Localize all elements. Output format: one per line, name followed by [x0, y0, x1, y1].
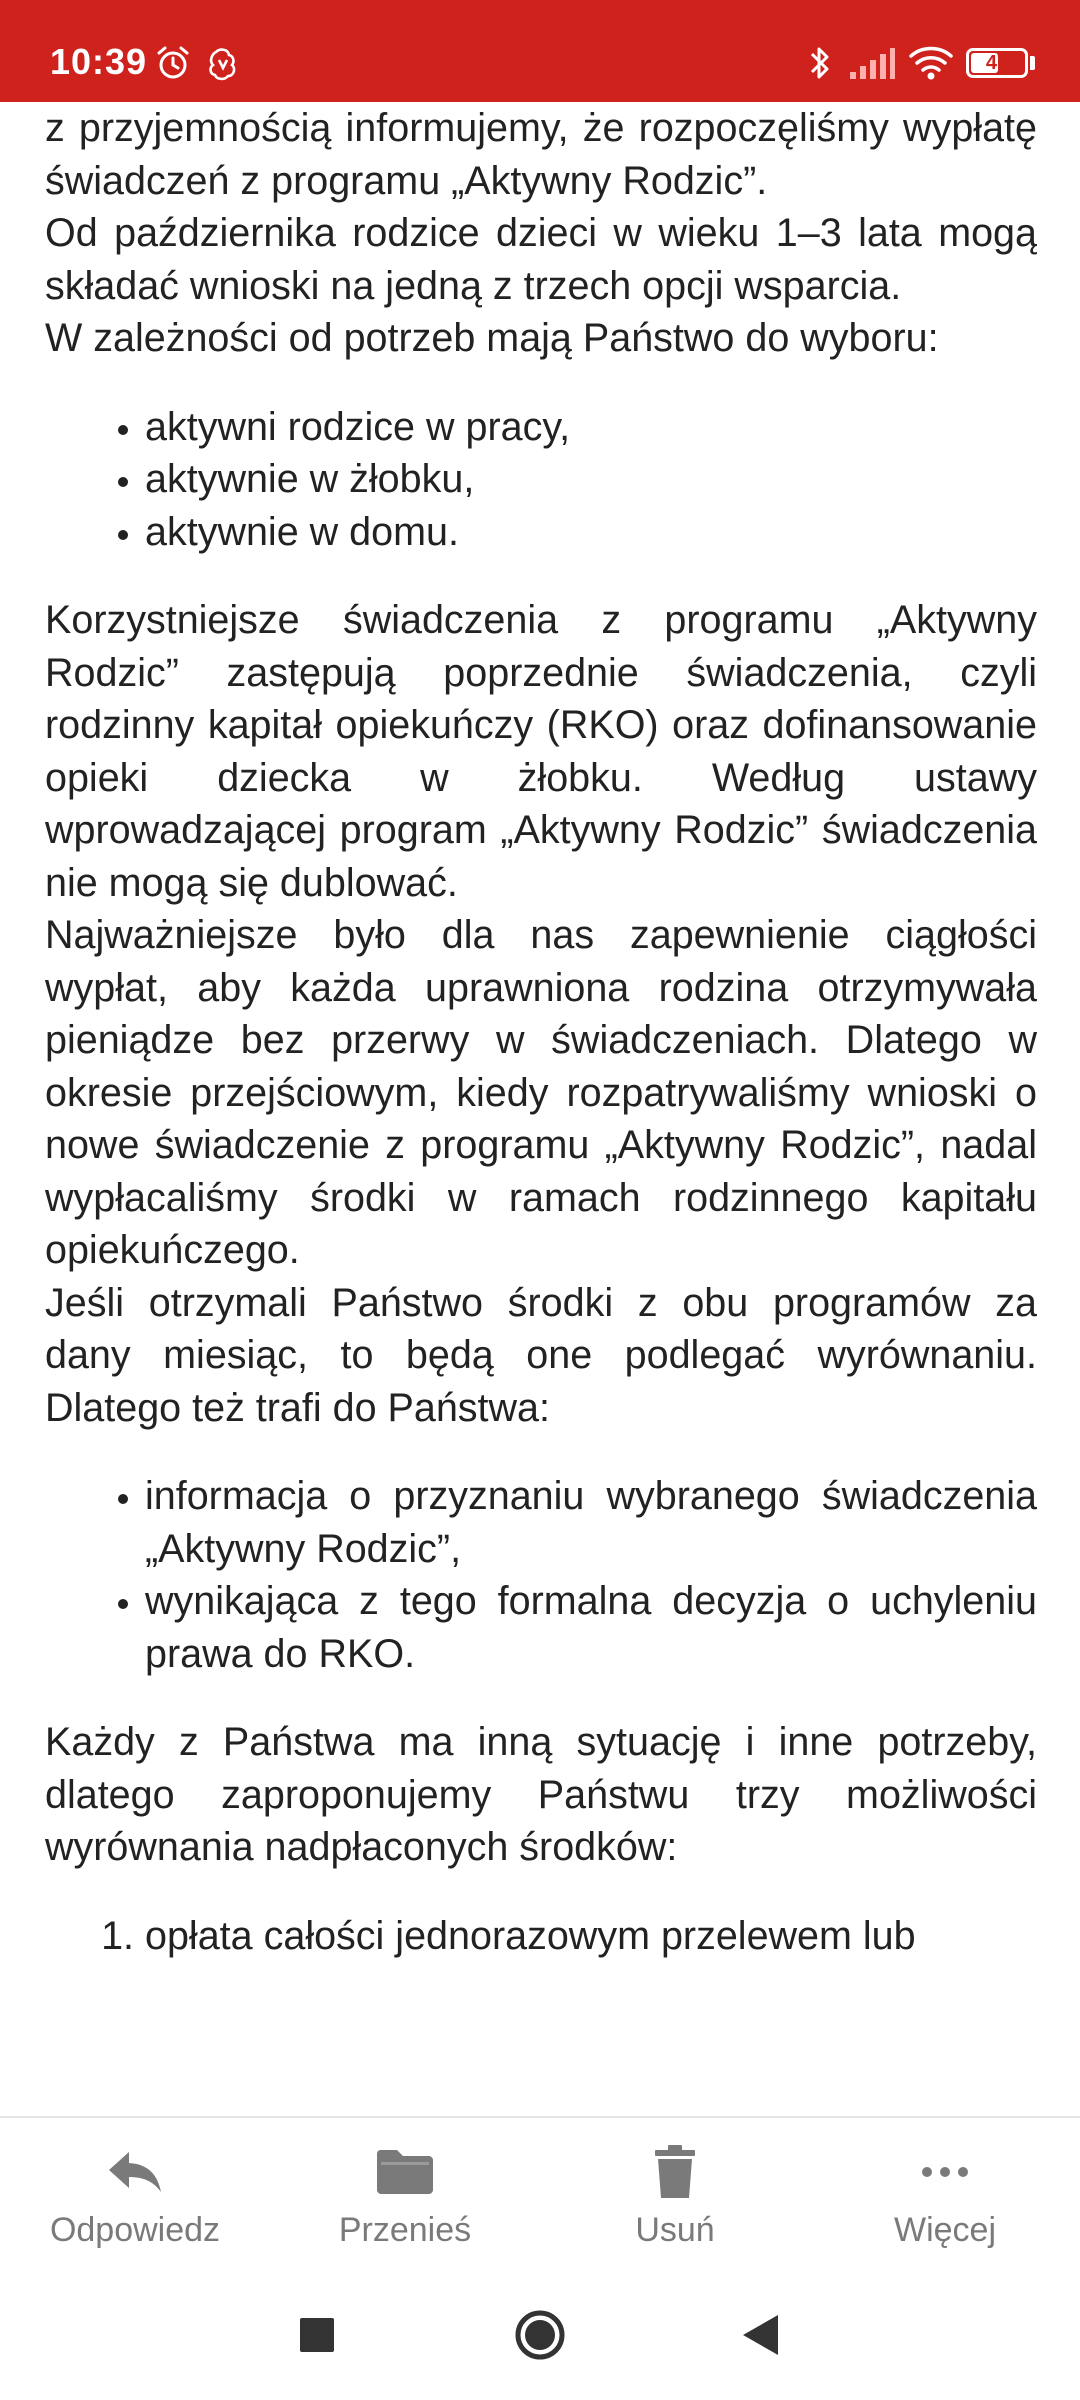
list-item: • aktywni rodzice w pracy,: [145, 401, 1037, 454]
intro-paragraphs: [45, 102, 1037, 365]
email-paragraph: Każdy z Państwa ma inną sytuację i inne potrzeby, dlatego zaproponujemy Państwu trzy możliwości wyrównania nadpłaconych środków:: [45, 1720, 1037, 1869]
email-paragraph: Jeśli otrzymali Państwo środki z obu programów za dany miesiąc, to będą one podlegać wyrównaniu. Dlatego też trafi do Państwa:: [45, 1280, 1037, 1430]
delete-button[interactable]: [540, 2118, 810, 2270]
app-notification-icon: [206, 46, 240, 82]
list-item: • informacja o przyznaniu wybranego świadczenia „Aktywny Rodzic”,: [145, 1470, 1037, 1575]
email-paragraph: Od października rodzice dzieci w wieku 1–3 lata mogą składać wnioski na jedną z trzech opcji wsparcia.: [45, 211, 1037, 308]
home-button[interactable]: [505, 2300, 575, 2370]
repayment-intro-paragraph: [45, 1716, 1037, 1874]
list-item: • aktywnie w żłobku,: [145, 453, 1037, 506]
battery-icon: [966, 48, 1028, 78]
back-button[interactable]: [728, 2300, 798, 2370]
delete-label: Usuń: [635, 2211, 715, 2249]
list-item: • aktywnie w domu.: [145, 506, 1037, 559]
email-action-bar: [0, 2116, 1080, 2272]
battery-level: 47: [985, 52, 1009, 74]
list-item: • wynikająca z tego formalna decyzja o uchyleniu prawa do RKO.: [145, 1575, 1037, 1680]
repayment-options-list: [45, 1910, 1037, 1963]
reply-icon: [103, 2142, 167, 2202]
status-bar: [0, 0, 1080, 102]
recent-apps-button[interactable]: [282, 2300, 352, 2370]
folder-icon: [373, 2142, 437, 2202]
trash-icon: [643, 2142, 707, 2202]
bluetooth-icon: [806, 44, 834, 82]
alarm-icon: [154, 44, 192, 82]
email-paragraph: Korzystniejsze świadczenia z programu „Aktywny Rodzic” zastępują poprzednie świadczenia, czyli rodzinny kapitał opiekuńczy (RKO) oraz dofinansowanie opieki dziecka w żłobku. Według ustawy wprowadzającej program „Aktywny Rodzic” świadczenia nie mogą się dublować.: [45, 598, 1037, 905]
email-paragraph: z przyjemnością informujemy, że rozpoczęliśmy wypłatę świadczeń z programu „Aktywny Rodzic”.: [45, 106, 1037, 203]
more-dots-icon: [913, 2142, 977, 2202]
email-paragraph: W zależności od potrzeb mają Państwo do wyboru:: [45, 316, 939, 360]
reply-button[interactable]: [0, 2118, 270, 2270]
email-body[interactable]: [45, 102, 1037, 2092]
move-button[interactable]: [270, 2118, 540, 2270]
signal-icon: [848, 46, 896, 80]
support-options-list: [45, 401, 1037, 559]
documents-list: [45, 1470, 1037, 1680]
move-label: Przenieś: [338, 2211, 472, 2249]
battery-tip: [1030, 56, 1035, 70]
email-paragraph: Najważniejsze było dla nas zapewnienie ciągłości wypłat, aby każda uprawniona rodzina otrzymywała pieniądze bez przerwy w świadczeniach. Dlatego w okresie przejściowym, kiedy rozpatrywaliśmy wnioski o nowe świadczenie z programu „Aktywny Rodzic”, nadal wypłacaliśmy środki w ramach rodzinnego kapitału opiekuńczego.: [45, 913, 1037, 1272]
more-label: Więcej: [893, 2211, 997, 2249]
more-button[interactable]: [810, 2118, 1080, 2270]
reply-label: Odpowiedz: [49, 2211, 221, 2249]
status-time: 10:39: [50, 41, 148, 82]
wifi-icon: [908, 44, 954, 82]
list-item: 1. opłata całości jednorazowym przelewem lub: [145, 1910, 1037, 1963]
explanation-paragraphs: [45, 594, 1037, 1434]
system-nav-bar: [0, 2270, 1080, 2400]
